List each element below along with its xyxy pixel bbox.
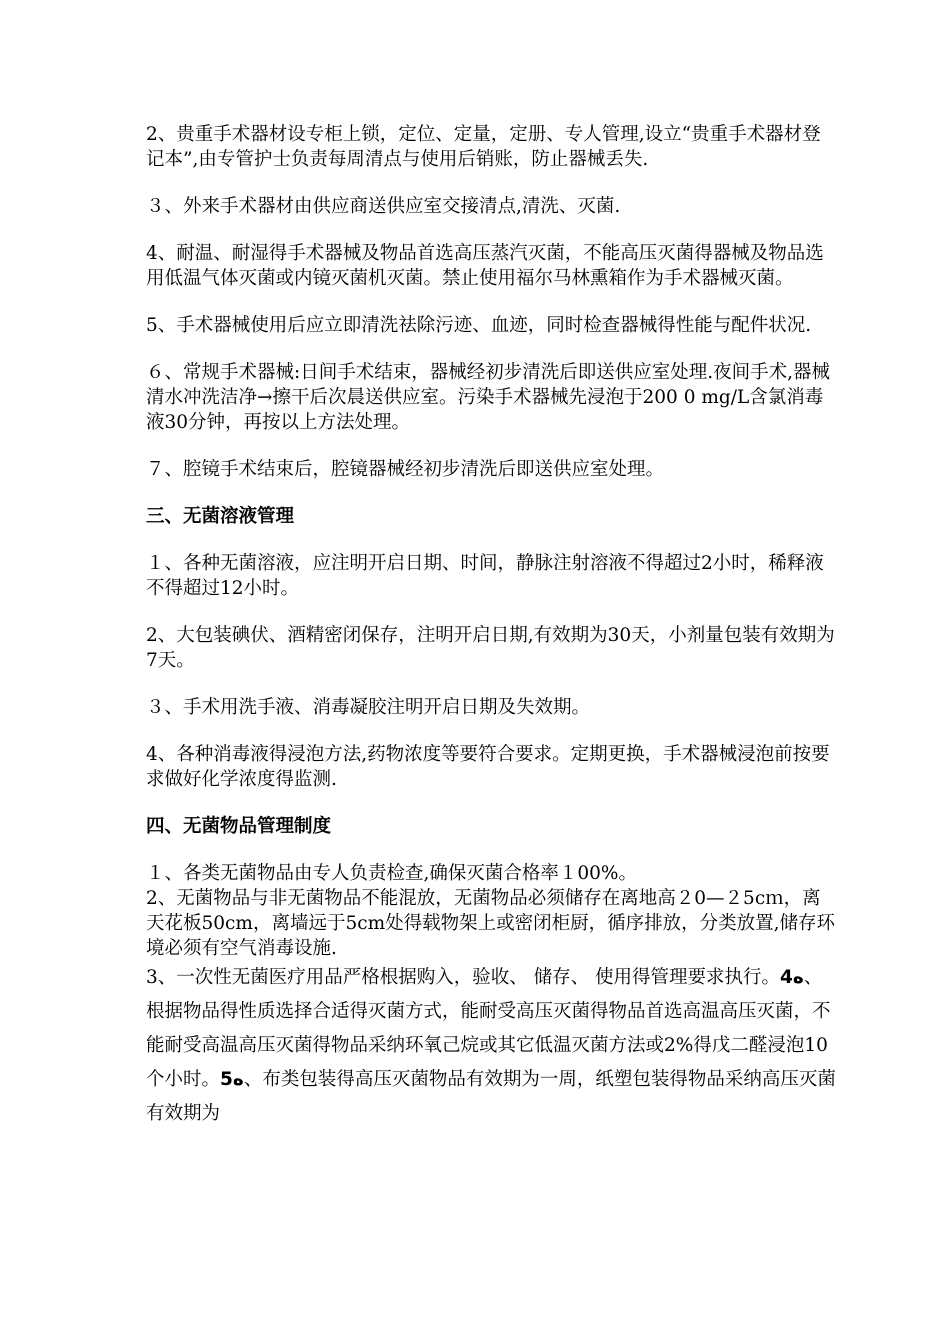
paragraph-item-3: ３、外来手术器材由供应商送供应室交接清点,清洗、灭菌. bbox=[146, 196, 621, 217]
paragraph-item-7: ７、腔镜手术结束后，腔镜器械经初步清洗后即送供应室处理。 bbox=[146, 459, 665, 480]
section-heading-sterile-solution: 三、无菌溶液管理 bbox=[146, 506, 295, 527]
paragraph-items-2: 2、无菌物品与非无菌物品不能混放，无菌物品必须储存在离地高２0—２5cｍ，离天花板50cm，离墙远于5cm处得载物架上或密闭柜厨，循序排放，分类放置,储存环境必须有空气消毒设施. bbox=[146, 888, 836, 959]
paragraph-item-5: 5、手术器械使用后应立即清洗祛除污迹、血迹，同时检查器械得性能与配件状况. bbox=[146, 315, 812, 336]
paragraph-items-4: 、根据物品得性质选择合适得灭菌方式，能耐受高压灭菌得物品首选高温高压灭菌，不能耐受高温高压灭菌得物品采纳环氧己烷或其它低温灭菌方法或2%得戊二醛浸泡10个小时。 bbox=[146, 967, 831, 1090]
paragraph-solution-2: 2、大包装碘伏、酒精密闭保存，注明开启日期,有效期为30天，小剂量包装有效期为7天。 bbox=[146, 625, 835, 671]
paragraph-items-5: 、布类包装得高压灭菌物品有效期为一周，纸塑包装得物品采纳高压灭菌有效期为 bbox=[146, 1069, 836, 1124]
item-marker-4: 4ه bbox=[780, 967, 804, 988]
paragraph-solution-3: ３、手术用洗手液、消毒凝胶注明开启日期及失效期。 bbox=[146, 697, 591, 718]
paragraph-item-4: 4、耐温、耐湿得手术器械及物品首选高压蒸汽灭菌，不能高压灭菌得器械及物品选用低温气体灭菌或内镜灭菌机灭菌。禁止使用福尔马林熏箱作为手术器械灭菌。 bbox=[146, 243, 824, 289]
paragraph-item-2: 2、贵重手术器材设专柜上锁，定位、定量，定册、专人管理,设立“贵重手术器材登记本”,由专管护士负责每周清点与使用后销账，防止器械丢失. bbox=[146, 124, 821, 170]
paragraph-items-3: 3、一次性无菌医疗用品严格根据购入，验收、 储存、 使用得管理要求执行。 bbox=[146, 967, 781, 988]
section-heading-sterile-items: 四、无菌物品管理制度 bbox=[146, 816, 332, 837]
paragraph-item-6: ６、常规手术器械:日间手术结束，器械经初步清洗后即送供应室处理.夜间手术,器械清水冲洗洁净→擦干后次晨送供应室。污染手术器械先浸泡于200 0 mg/L含氯消毒液30分钟，再按以上方法处理。 bbox=[146, 362, 830, 433]
paragraph-items-3-5 bbox=[146, 961, 836, 1131]
item-marker-5: 5ه bbox=[220, 1069, 244, 1090]
paragraph-solution-4: 4、各种消毒液得浸泡方法,药物浓度等要符合要求。定期更换，手术器械浸泡前按要求做好化学浓度得监测. bbox=[146, 744, 830, 790]
paragraph-solution-1: １、各种无菌溶液，应注明开启日期、时间，静脉注射溶液不得超过2小时，稀释液不得超过12小时。 bbox=[146, 553, 824, 599]
document-body bbox=[146, 122, 836, 1131]
paragraph-items-1: １、各类无菌物品由专人负责检查,确保灭菌合格率１00%。 bbox=[146, 863, 638, 884]
